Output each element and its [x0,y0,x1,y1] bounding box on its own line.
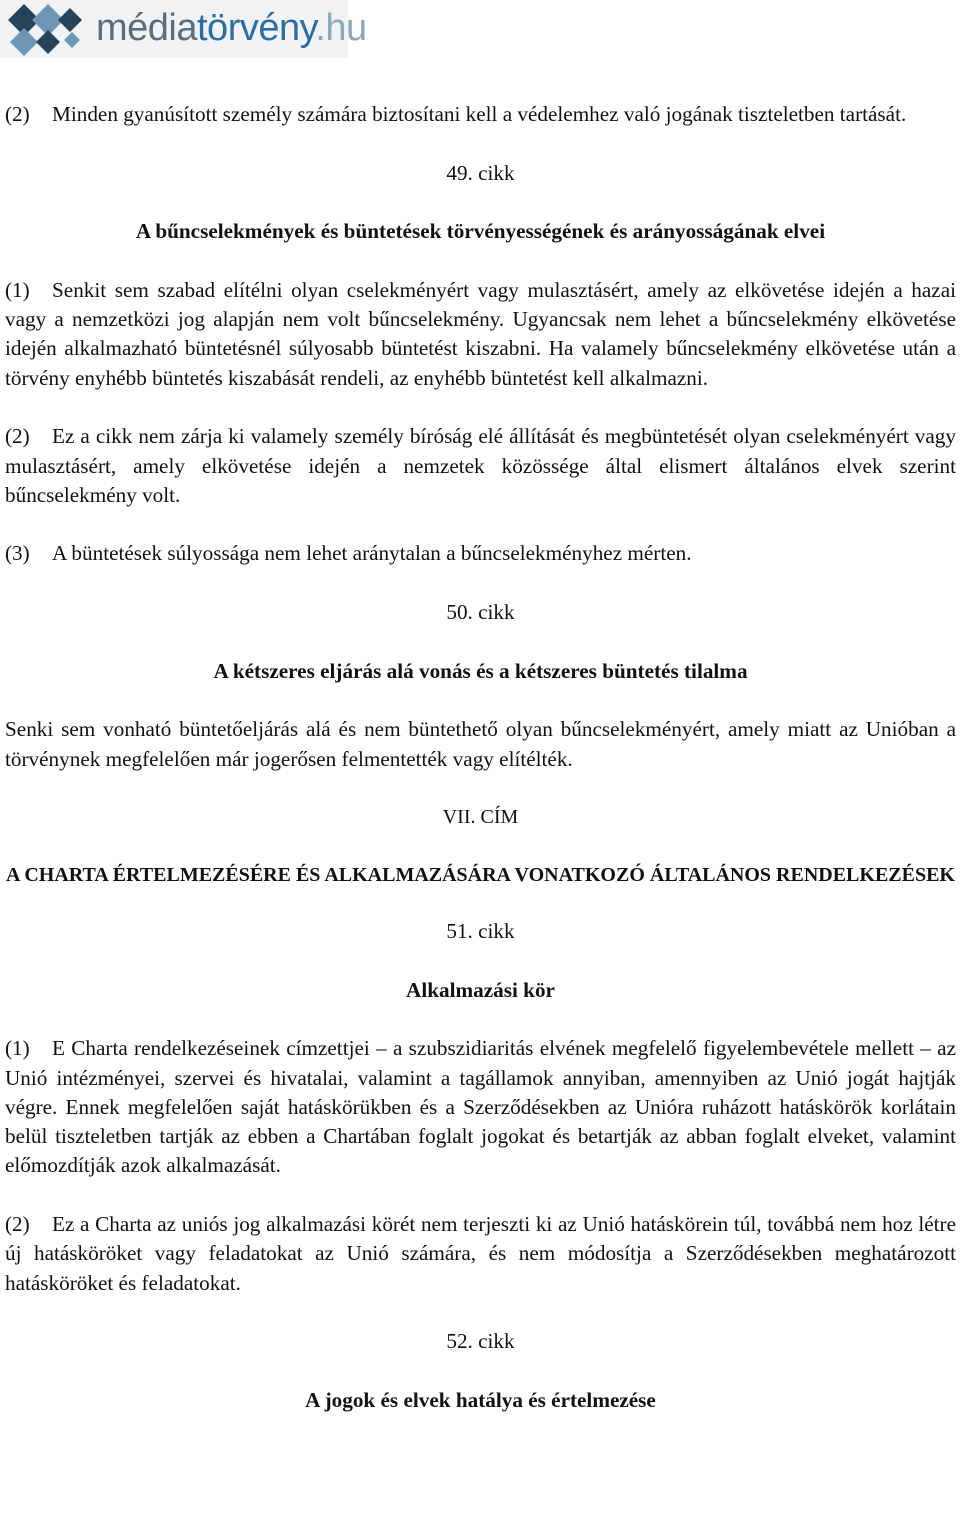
article-number: 50. cikk [446,600,515,625]
paragraph [5,100,956,129]
article-title: A bűncselekmények és büntetések törvényességének és arányosságának elvei [135,219,826,244]
logo-text-torveny: törvény [197,7,316,49]
logo-text [96,6,367,50]
paragraph-number: (2) [5,424,30,449]
logo-text-hu: .hu [315,7,367,49]
paragraph-number: (3) [5,541,30,566]
paragraph-text: Senki sem vonható büntetőeljárás alá és nem büntethető olyan bűncselekményért, amely miatt az Unióban a törvénynek megfelelően már jogerősen felmentették vagy elítélték. [5,717,956,771]
paragraph-text: Minden gyanúsított személy számára biztosítani kell a védelemhez való jogának tiszteletben tartását. [52,102,907,126]
paragraph-number: (1) [5,1036,30,1061]
site-logo[interactable] [0,0,367,58]
article-number: 49. cikk [446,160,515,185]
paragraph-text: A büntetések súlyossága nem lehet aránytalan a bűncselekményhez mérten. [52,541,692,566]
paragraph-text: Senkit sem szabad elítélni olyan cselekményért vagy mulasztásért, amely az elkövetése idején a hazai vagy a nemzetközi jog alapján nem volt bűncselekmény. Ugyancsak nem lehet a bűncselekmény elkövetése idején alkalmazható büntetésnél súlyosabb büntetést kiszabni. Ha valamely bűncselekmény elkövetése után a törvény enyhébb büntetés kiszabását rendeli, az enyhébb büntetést kell alkalmazni. [5,277,956,390]
article-title: Alkalmazási kör [406,977,555,1002]
paragraph-text: E Charta rendelkezéseinek címzettjei – a szubszidiaritás elvének megfelelő figyelembevétele mellett – az Unió intézményei, szervei és hivatalai, valamint a tagállamok annyiban, amennyiben az Unió jogát hajtják végre. Ennek megfelelően saját hatáskörükben és a Szerződésekben az Unióra ruházott hatáskörök korlátain belül tiszteletben tartják az ebben a Chartában foglalt jogokat és betartják az abban foglalt elveket, valamint előmozdítják azok alkalmazását. [5,1036,956,1178]
paragraph-number: (2) [5,102,30,126]
logo-diamonds-icon [0,0,100,58]
article-number: 51. cikk [446,919,515,944]
paragraph [5,276,956,393]
article-title: A jogok és elvek hatálya és értelmezése [305,1387,656,1412]
document-body [5,100,956,1444]
paragraph [5,715,956,774]
paragraph [5,422,956,510]
paragraph-number: (2) [5,1211,30,1236]
article-number: 52. cikk [446,1329,515,1354]
title-number: VII. CÍM [442,806,519,829]
paragraph [5,1034,956,1180]
paragraph [5,539,956,568]
paragraph-text: Ez a Charta az uniós jog alkalmazási körét nem terjeszti ki az Unió hatáskörein túl, továbbá nem hoz létre új hatásköröket vagy feladatokat az Unió számára, és nem módosítja a Szerződésekben meghatározott hatásköröket és feladatokat. [5,1211,956,1295]
title-heading: A CHARTA ÉRTELMEZÉSÉRE ÉS ALKALMAZÁSÁRA VONATKOZÓ ÁLTALÁNOS RENDELKEZÉSEK [6,863,955,886]
paragraph [5,1210,956,1298]
logo-text-media: média [96,7,197,49]
paragraph-text: Ez a cikk nem zárja ki valamely személy bíróság elé állítását és megbüntetését olyan cselekményért vagy mulasztásért, amely elkövetése idején a nemzetek közössége által elismert általános elvek szerint bűncselekmény volt. [5,424,956,507]
article-title: A kétszeres eljárás alá vonás és a kétszeres büntetés tilalma [213,658,748,683]
paragraph-number: (1) [5,277,30,302]
